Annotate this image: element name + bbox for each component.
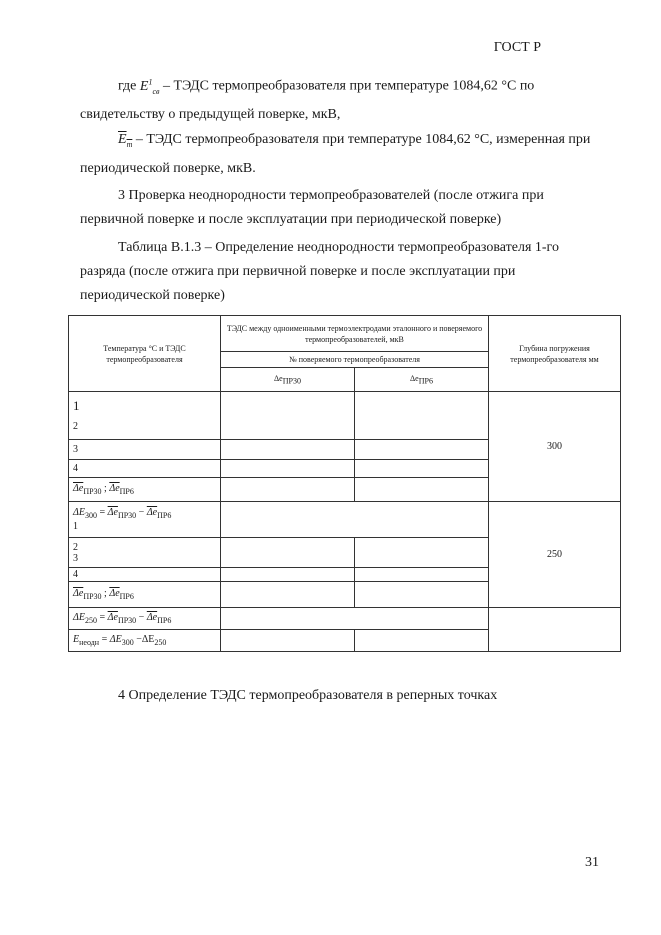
cell-a3-pr6 <box>355 440 489 460</box>
text-lead: где <box>118 78 137 94</box>
cell-b4-pr30 <box>221 568 355 582</box>
cell-bmean-pr6 <box>355 582 489 608</box>
row-a-12: 1 2 <box>69 392 221 440</box>
cell-amean-pr6 <box>355 478 489 502</box>
cell-b23-pr6 <box>355 538 489 568</box>
row-inhomogeneity: $E_{неодн} = \Delta E_{300} -\Delta E_{250}$ <box>69 630 221 652</box>
symbol-e-t: $E_т$ <box>118 132 133 149</box>
cell-amean-pr30 <box>221 478 355 502</box>
page-number: 31 <box>585 855 599 870</box>
cell-a4-pr6 <box>355 460 489 478</box>
cell-bmean-pr30 <box>221 582 355 608</box>
row-b-23: 2 3 <box>69 538 221 568</box>
header-sensor-number: № поверяемого термопреобразователя <box>221 352 489 368</box>
header-depth: Глубина погружения термопреобразователя мм <box>489 316 621 392</box>
depth-300: 300 <box>489 392 621 502</box>
cell-inhom-pr30 <box>221 630 355 652</box>
cell-diff-250 <box>221 608 489 630</box>
inhomogeneity-table <box>68 315 621 652</box>
cell-depth-empty <box>489 608 621 652</box>
header-de-pr30: $\Delta e_{ПР30}$ <box>221 368 355 392</box>
cell-diff-300 <box>221 502 489 538</box>
header-tedc-between: ТЭДС между одноименными термоэлектродами эталонного и поверяемого термопреобразователей, мкВ <box>221 316 489 352</box>
cell-a3-pr30 <box>221 440 355 460</box>
row-a-3: 3 <box>69 440 221 460</box>
cell-a4-pr30 <box>221 460 355 478</box>
text-e-sv: – ТЭДС термопреобразователя при температуре 1084,62 °С по свидетельству о предыдущей поверке, мкВ, <box>80 78 535 123</box>
row-a-mean: $\overline{\Delta e}_{ПР30}$ ; $\overline{\Delta e}_{ПР6}$ <box>69 478 221 502</box>
header-temperature: Температура °С и ТЭДС термопреобразователя <box>69 316 221 392</box>
header-de-pr6: $\Delta e_{ПР6}$ <box>355 368 489 392</box>
row-a-4: 4 <box>69 460 221 478</box>
depth-250: 250 <box>489 502 621 608</box>
row-b-4: 4 <box>69 568 221 582</box>
text-e-t: – ТЭДС термопреобразователя при температуре 1084,62 °С, измеренная при периодической поверке, мкВ. <box>80 132 591 176</box>
section-3-heading: 3 Проверка неоднородности термопреобразователей (после отжига при первичной поверке и после эксплуатации при периодической поверке) <box>80 188 544 227</box>
row-diff-250: $\Delta E_{250} = \overline{\Delta e}_{ПР30} - \overline{\Delta e}_{ПР6}$ <box>69 608 221 630</box>
cell-a12-pr6 <box>355 392 489 440</box>
cell-inhom-pr6 <box>355 630 489 652</box>
table-caption: Таблица В.1.3 – Определение неоднородности термопреобразователя 1-го разряда (после отжига при первичной поверке и после эксплуатации при периодической поверке) <box>80 240 559 303</box>
row-b-diff-12: $\Delta E_{300} = \overline{\Delta e}_{ПР30} - \overline{\Delta e}_{ПР6}$ 1 <box>69 502 221 538</box>
section-4-heading: 4 Определение ТЭДС термопреобразователя в реперных точках <box>118 688 498 703</box>
paragraph-e-sv <box>80 70 600 127</box>
row-b-mean: $\overline{\Delta e}_{ПР30}$ ; $\overline{\Delta e}_{ПР6}$ <box>69 582 221 608</box>
document-code: ГОСТ Р <box>493 40 541 55</box>
cell-b23-pr30 <box>221 538 355 568</box>
cell-a12-pr30 <box>221 392 355 440</box>
symbol-e-sv: $E^1_{св}$ <box>139 77 160 96</box>
paragraph-e-t <box>80 128 600 181</box>
cell-b4-pr6 <box>355 568 489 582</box>
